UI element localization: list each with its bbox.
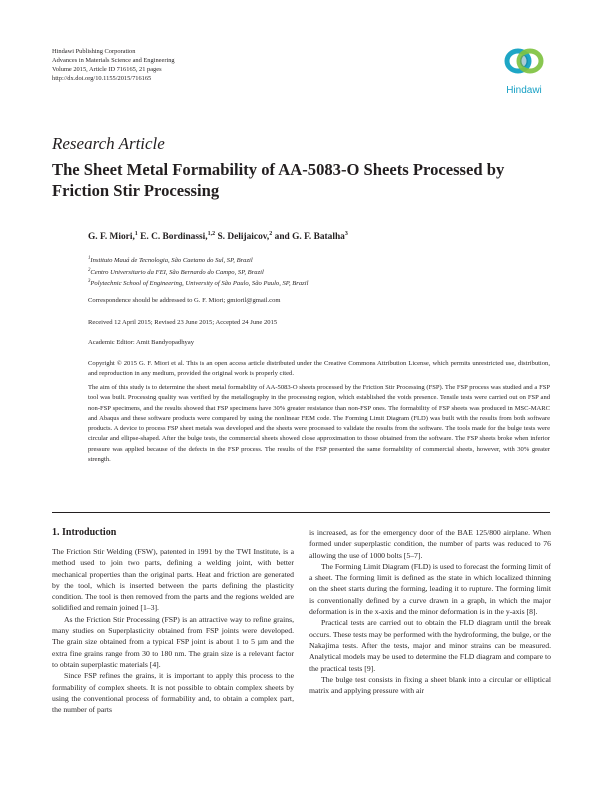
author-list — [88, 231, 348, 242]
author-name: G. F. Miori, — [88, 232, 135, 243]
affiliation-item: $^1$Instituto Mauá de Tecnologia, São Caetano do Sul, SP, Brazil — [88, 256, 253, 265]
correspondence: Correspondence should be addressed to G. F. Miori; gmioril@gmail.com — [88, 297, 281, 304]
abstract: The aim of this study is to determine the sheet metal formability of AA-5083-O sheets processed by the Friction Stir Processing (FSP). The FSP process was studied and a FSP tool was built. Processing quality was verified by the metallography in the processing region, which established the voids presence. Tensile tests were carried out on FSP and non-FSP specimens, and the results showed that FSP specimens have 30% greater resistance than non-FSP ones. The formability of FSP sheets was produced in MSC-MARC and Abaqus and these software products were compared by using the nonlinear FEM code. The Forming Limit Diagram (FLD) was built with the results from both software products. A device to process FSP sheet metals was developed and the sheets were processed to validate the results from the software. The tools made for the bulge tests were circular and ellipse-shaped. After the bulge tests, the commercial sheets showed close approximation to those obtained from the software. The FSP sheets broke when inferior pressure was applied because of the defects in the FSP process. The results of the FSP presented the same formability of commercial sheets, however, with 30% greater strength. — [88, 384, 550, 464]
affiliation-item: $^2$Centro Universitario da FEI, São Bernardo do Campo, SP, Brazil — [88, 267, 264, 276]
body-paragraph: is increased, as for the emergency door of the BAE 125/800 airplane. When formed under superplastic condition, the number of parts was reduced to 76 allowing the use of 1000 bolts [5–7]. — [309, 528, 551, 560]
academic-editor: Academic Editor: Amit Bandyopadhyay — [88, 339, 195, 346]
publisher-name: Hindawi Publishing Corporation — [52, 48, 136, 55]
body-paragraph: The bulge test consists in fixing a sheet blank into a circular or elliptical matrix and applying pressure with air — [309, 674, 551, 696]
body-paragraph: The Friction Stir Welding (FSW), patented in 1991 by the TWI Institute, is a method used to join two parts, defining a welding joint, with better mechanical properties than the original parts. Heat and friction are generated by the tool, which is inserted between the parts defining the plasticity condition. The tool is then removed from the parts and the regions welded are solidified and remain joined [1–3]. — [52, 547, 294, 613]
article-type: Research Article — [52, 134, 165, 153]
body-paragraph: Practical tests are carried out to obtain the FLD diagram until the break occurs. These tests may be performed with the hydroforming, the bulge, or the Nakajima tests. After the tests, major and minor strains can be measured. Analytical models may be used to determine the FLD diagram and compare to the practical tests [9]. — [309, 618, 551, 673]
hindawi-logo — [497, 44, 551, 96]
body-column-right — [309, 527, 551, 696]
copyright-notice: Copyright © 2015 G. F. Miori et al. This is an open access article distributed under the Creative Commons Attribution License, which permits unrestricted use, distribution, and reproduction in any medium, provided the original work is properly cited. — [88, 360, 550, 377]
author-affiliation-mark: 1 — [134, 231, 138, 237]
author-affiliation-mark: 1,2 — [207, 231, 216, 237]
publication-info — [52, 47, 175, 83]
body-paragraph: The Forming Limit Diagram (FLD) is used to forecast the forming limit of a sheet. The forming limit is defined as the state in which localized thinning on the sheet starts during the forming, leading it to rupture. The forming limit is conventionally defined by a curve drawn in a graph, in which the major deformation is in the x-axis and the minor deformation is in the y-axis [8]. — [309, 561, 551, 617]
article-title: The Sheet Metal Formability of AA-5083-O Sheets Processed by Friction Stir Processing — [52, 160, 505, 200]
section-title: 1. Introduction — [52, 527, 117, 538]
article-dates: Received 12 April 2015; Revised 23 June 2015; Accepted 24 June 2015 — [88, 319, 278, 326]
author-name: and G. F. Batalha — [274, 232, 345, 243]
author-affiliation-mark: 2 — [269, 231, 273, 237]
body-paragraph: Since FSP refines the grains, it is important to apply this process to the formability of complex sheets. It is not possible to obtain complex sheets by using the conventional process of formability and, to obtain a complex part, the number of parts — [52, 671, 294, 715]
author-name: E. C. Bordinassi, — [140, 232, 208, 243]
body-paragraph: As the Friction Stir Processing (FSP) is an attractive way to refine grains, many studies on Superplasticity obtained from FSP joints were developed. The grain size obtained from a typical FSP joint is about 1 to 5 µm and the extra fine grains range from 30 to 180 nm. The grain size is a relevant factor to obtain superplastic materials [4]. — [52, 614, 294, 669]
hindawi-logo-text: Hindawi — [506, 85, 542, 96]
journal-name: Advances in Materials Science and Engineering — [52, 57, 175, 64]
affiliations — [88, 254, 550, 289]
body-column-left — [52, 546, 294, 715]
author-affiliation-mark: 3 — [344, 231, 348, 237]
doi-link[interactable]: http://dx.doi.org/10.1155/2015/716165 — [52, 75, 152, 82]
affiliation-item: $^3$Polytechnic School of Engineering, University of São Paulo, São Paulo, SP, Brazil — [88, 279, 309, 288]
hindawi-logo-icon — [503, 44, 545, 84]
volume-info: Volume 2015, Article ID 716165, 21 pages — [52, 66, 162, 73]
author-name: S. Delijaicov, — [217, 232, 270, 243]
section-divider — [52, 512, 550, 513]
